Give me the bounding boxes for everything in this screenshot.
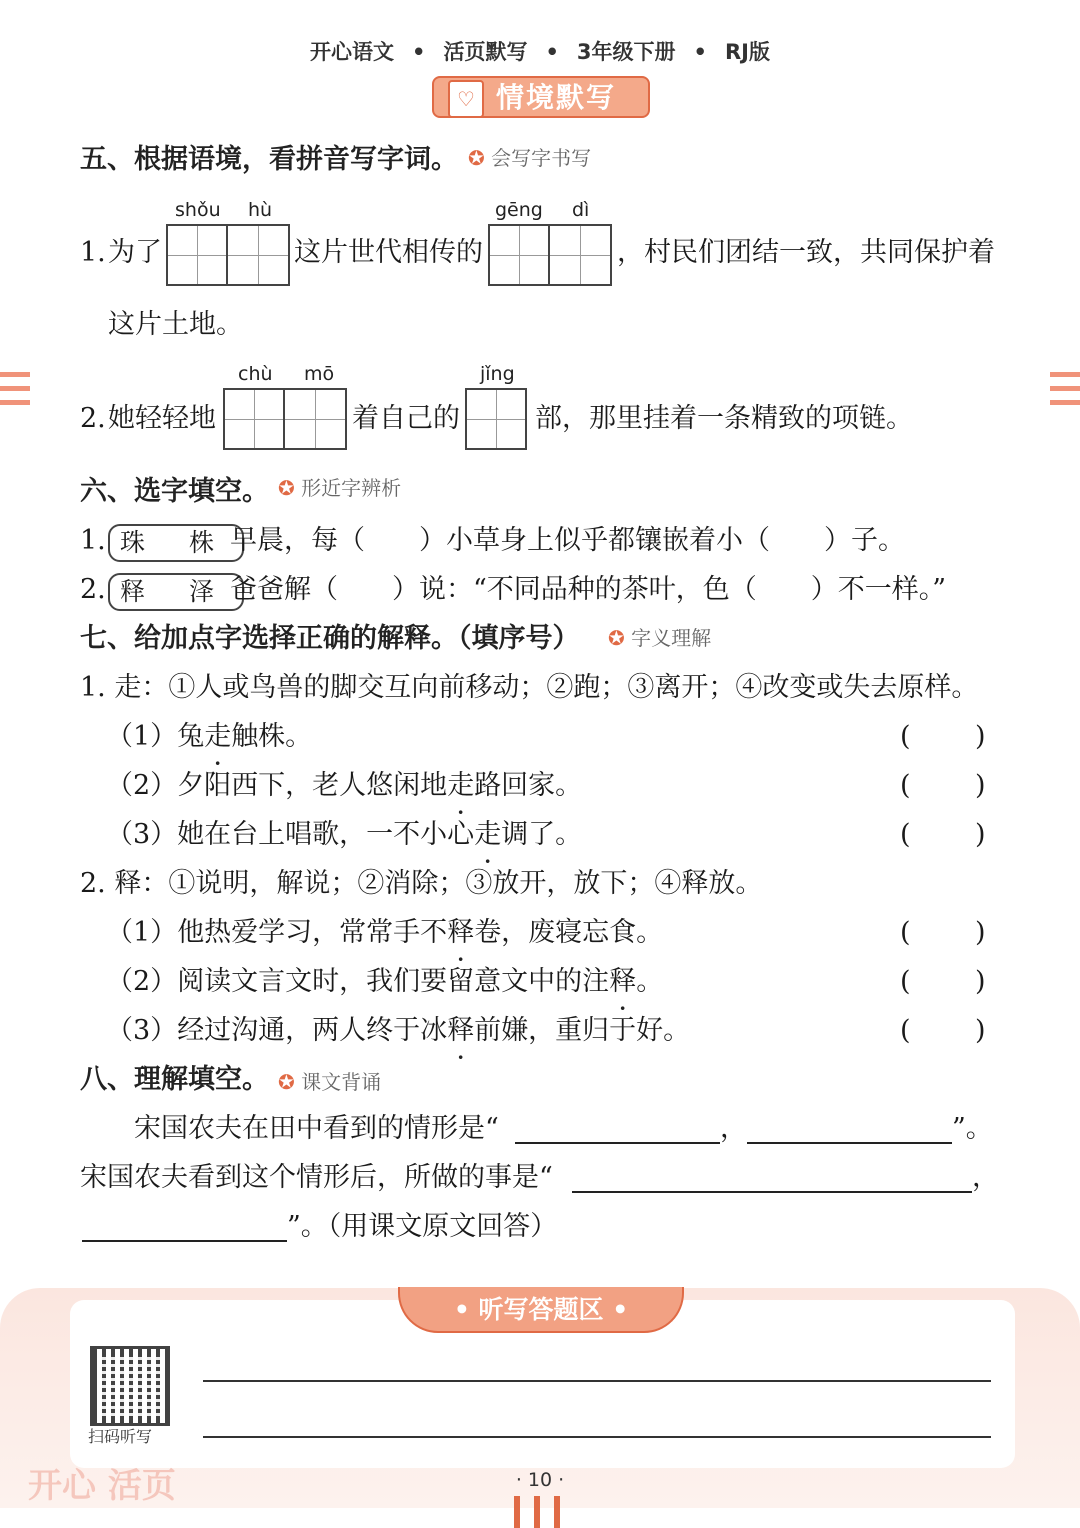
- pinyin: chù: [238, 363, 273, 385]
- sentence-item: （1）兔走触株。: [106, 721, 313, 752]
- answer-paren-close: ): [975, 819, 986, 850]
- writing-box[interactable]: [285, 388, 347, 450]
- answer-paren-close: ): [975, 966, 986, 997]
- question-text: 早晨，每（ ）小草身上似乎都镶嵌着小（ ）子。: [230, 525, 905, 556]
- writing-box[interactable]: [550, 224, 612, 286]
- pinyin: dì: [572, 199, 590, 221]
- writing-box[interactable]: [465, 388, 527, 450]
- answer-blank[interactable]: [572, 1191, 972, 1193]
- bottom-tabs: [514, 1496, 574, 1528]
- definition-line: 2. 释：①说明，解说；②消除；③放开，放下；④释放。: [80, 868, 763, 899]
- question-text: 为了: [108, 237, 162, 268]
- question-number: 1.: [80, 525, 106, 556]
- fill-text: ，: [720, 1113, 747, 1144]
- section5-title: 五、根据语境，看拼音写字词。: [80, 144, 458, 175]
- qr-code-pattern: [100, 1356, 160, 1416]
- section6-tag: ✪ 形近字辨析: [278, 476, 402, 500]
- section8-tag: ✪ 课文背诵: [278, 1070, 382, 1094]
- fill-text: ”。（用课文原文回答）: [287, 1211, 558, 1242]
- section8-title: 八、理解填空。: [80, 1064, 269, 1095]
- emphasized-char: 走: [204, 721, 232, 752]
- choice-box: 珠 株: [108, 524, 244, 562]
- answer-blank[interactable]: [747, 1142, 952, 1144]
- dictation-line[interactable]: [203, 1380, 991, 1382]
- question-text: 部，那里挂着一条精致的项链。: [535, 403, 913, 434]
- header-series: 开心语文 • 活页默写 • 3年级下册 • RJ版: [310, 40, 770, 64]
- question-number: 1.: [80, 237, 106, 268]
- question-text: 这片土地。: [108, 309, 243, 340]
- answer-paren-close: ): [975, 721, 986, 752]
- writing-box[interactable]: [223, 388, 285, 450]
- right-edge-tabs: [1050, 372, 1080, 428]
- writing-box[interactable]: [228, 224, 290, 286]
- section7-tag: ✪ 字义理解: [608, 626, 712, 650]
- pinyin: hù: [248, 199, 273, 221]
- question-text: 这片世代相传的: [294, 237, 483, 268]
- choice-box: 释 泽: [108, 573, 244, 611]
- writing-box[interactable]: [488, 224, 550, 286]
- emphasized-char: 释: [609, 966, 637, 997]
- question-text: 着自己的: [352, 403, 460, 434]
- fill-text: ”。: [952, 1113, 993, 1144]
- answer-paren-open: (: [900, 966, 911, 997]
- question-text: ，村民们团结一致，共同保护着: [617, 237, 995, 268]
- answer-paren-close: ): [975, 1015, 986, 1046]
- pinyin: jǐng: [480, 363, 515, 385]
- answer-paren-close: ): [975, 917, 986, 948]
- fill-text: ，: [972, 1162, 999, 1193]
- answer-paren-open: (: [900, 1015, 911, 1046]
- pinyin: shǒu: [175, 199, 221, 221]
- question-text: 爸爸解（ ）说：“不同品种的茶叶，色（ ）不一样。”: [230, 574, 947, 605]
- answer-area-title: • 听写答题区 •: [453, 1295, 629, 1324]
- emphasized-char: 释: [447, 917, 475, 948]
- heart-icon: ♡: [448, 80, 484, 118]
- fill-text: 宋国农夫看到这个情形后，所做的事是“: [80, 1162, 553, 1193]
- page-number: · 10 ·: [515, 1469, 565, 1491]
- emphasized-char: 释: [447, 1015, 475, 1046]
- question-text: 她轻轻地: [108, 403, 216, 434]
- sentence-item: （1）他热爱学习，常常手不释卷，废寝忘食。: [106, 917, 664, 948]
- question-number: 2.: [80, 403, 106, 434]
- section5-tag: ✪ 会写字书写: [468, 146, 592, 170]
- answer-paren-close: ): [975, 770, 986, 801]
- answer-paren-open: (: [900, 721, 911, 752]
- brand-logo: 开心 活页: [28, 1466, 176, 1506]
- dictation-line[interactable]: [203, 1436, 991, 1438]
- answer-paren-open: (: [900, 770, 911, 801]
- pinyin: gēng: [495, 199, 543, 221]
- answer-blank[interactable]: [82, 1240, 287, 1242]
- sentence-item: （3）她在台上唱歌，一不小心走调了。: [106, 819, 583, 850]
- emphasized-char: 走: [447, 770, 475, 801]
- sentence-item: （3）经过沟通，两人终于冰释前嫌，重归于好。: [106, 1015, 691, 1046]
- answer-paren-open: (: [900, 917, 911, 948]
- qr-label: 扫码听写: [88, 1427, 153, 1446]
- fill-text: 宋国农夫在田中看到的情形是“: [134, 1113, 499, 1144]
- pinyin: mō: [304, 363, 335, 385]
- writing-box[interactable]: [166, 224, 228, 286]
- banner-title: 情境默写: [496, 81, 617, 114]
- question-number: 2.: [80, 574, 106, 605]
- section7-title: 七、给加点字选择正确的解释。（填序号）: [80, 623, 580, 654]
- sentence-item: （2）夕阳西下，老人悠闲地走路回家。: [106, 770, 583, 801]
- section6-title: 六、选字填空。: [80, 476, 269, 507]
- answer-paren-open: (: [900, 819, 911, 850]
- definition-line: 1. 走：①人或鸟兽的脚交互向前移动；②跑；③离开；④改变或失去原样。: [80, 672, 979, 703]
- left-edge-tabs: [0, 372, 30, 428]
- answer-blank[interactable]: [515, 1142, 720, 1144]
- sentence-item: （2）阅读文言文时，我们要留意文中的注释。: [106, 966, 664, 997]
- emphasized-char: 走: [474, 819, 502, 850]
